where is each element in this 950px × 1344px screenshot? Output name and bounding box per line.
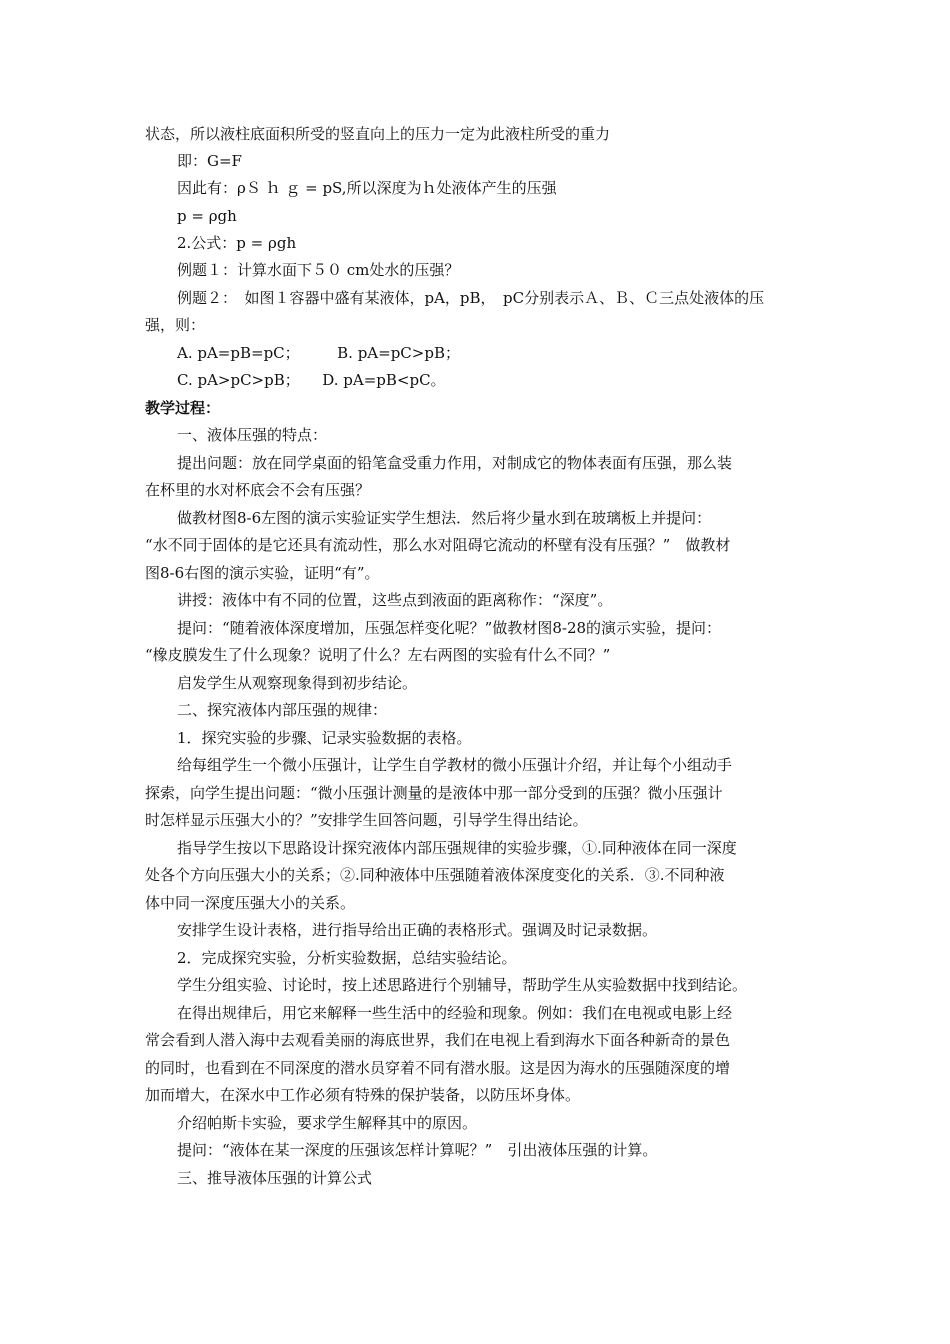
text-line: 例题２： 如图１容器中盛有某液体，pA，pB， pC分别表示Ａ、Ｂ、Ｃ三点处液体的压 [177, 289, 765, 307]
text-line: 三、推导液体压强的计算公式 [177, 1169, 373, 1187]
text-line: 在杯里的水对杯底会不会有压强？ [145, 481, 371, 499]
text-line: 提出问题：放在同学桌面的铅笔盒受重力作用，对制成它的物体表面有压强，那么装 [177, 454, 733, 472]
text-line: 强，则： [145, 316, 206, 334]
text-line: 图8-6右图的演示实验，证明“有”。 [145, 564, 380, 582]
text-line: 一、液体压强的特点： [177, 426, 328, 444]
text-line: p = ρgh [177, 207, 237, 225]
text-line: 1．探究实验的步骤、记录实验数据的表格。 [177, 729, 472, 747]
text-line: 提问：“随着液体深度增加，压强怎样变化呢？”做教材图8-28的演示实验，提问： [177, 619, 722, 637]
text-line: 2.公式：p = ρgh [177, 234, 297, 252]
text-line: A. pA=pB=pC； B. pA=pC>pB； [177, 344, 460, 362]
text-line: 二、探究液体内部压强的规律： [177, 701, 388, 719]
text-line: 即：G=F [177, 152, 242, 170]
text-line: 2．完成探究实验，分析实验数据，总结实验结论。 [177, 949, 517, 967]
text-line: 做教材图8-6左图的演示实验证实学生想法．然后将少量水到在玻璃板上并提问： [177, 509, 712, 527]
text-line: “水不同于固体的是它还具有流动性，那么水对阻碍它流动的杯壁有没有压强？” 做教材 [145, 536, 731, 554]
text-line: 探索，向学生提出问题：“微小压强计测量的是液体中那一部分受到的压强？微小压强计 [145, 784, 723, 802]
text-line: 在得出规律后，用它来解释一些生活中的经验和现象。例如：我们在电视或电影上经 [177, 1004, 733, 1022]
text-line: 讲授：液体中有不同的位置，这些点到液面的距离称作：“深度”。 [177, 591, 613, 609]
text-line: 给每组学生一个微小压强计，让学生自学教材的微小压强计介绍，并让每个小组动手 [177, 756, 733, 774]
text-line: 例题１：计算水面下５０ cm处水的压强？ [177, 261, 460, 279]
text-line: 介绍帕斯卡实验，要求学生解释其中的原因。 [177, 1114, 478, 1132]
section-heading: 教学过程： [145, 399, 221, 417]
text-line: 提问：“液体在某一深度的压强该怎样计算呢？” 引出液体压强的计算。 [177, 1141, 658, 1159]
text-line: 安排学生设计表格，进行指导给出正确的表格形式。强调及时记录数据。 [177, 921, 658, 939]
text-line: C. pA>pC>pB； D. pA=pB<pC。 [177, 371, 446, 389]
text-line: 因此有：ρＳ ｈ ｇ = pS,所以深度为ｈ处液体产生的压强 [177, 179, 557, 197]
text-line: 指导学生按以下思路设计探究液体内部压强规律的实验步骤，①.同种液体在同一深度 [177, 839, 737, 857]
text-line: “橡皮膜发生了什么现象？说明了什么？左右两图的实验有什么不同？” [145, 646, 611, 664]
text-line: 状态，所以液柱底面积所受的竖直向上的压力一定为此液柱所受的重力 [145, 125, 611, 143]
text-line: 学生分组实验、讨论时，按上述思路进行个别辅导，帮助学生从实验数据中找到结论。 [177, 976, 748, 994]
text-line: 处各个方向压强大小的关系；②.同种液体中压强随着液体深度变化的关系．③.不同种液 [145, 866, 725, 884]
text-line: 的同时，也看到在不同深度的潜水员穿着不同有潜水服。这是因为海水的压强随深度的增 [145, 1059, 731, 1077]
text-line: 时怎样显示压强大小的？”安排学生回答问题，引导学生得出结论。 [145, 811, 588, 829]
text-line: 启发学生从观察现象得到初步结论。 [177, 674, 418, 692]
text-line: 加而增大，在深水中工作必须有特殊的保护装备，以防压坏身体。 [145, 1086, 581, 1104]
text-line: 体中同一深度压强大小的关系。 [145, 894, 356, 912]
text-line: 常会看到人潜入海中去观看美丽的海底世界，我们在电视上看到海水下面各种新奇的景色 [145, 1031, 731, 1049]
